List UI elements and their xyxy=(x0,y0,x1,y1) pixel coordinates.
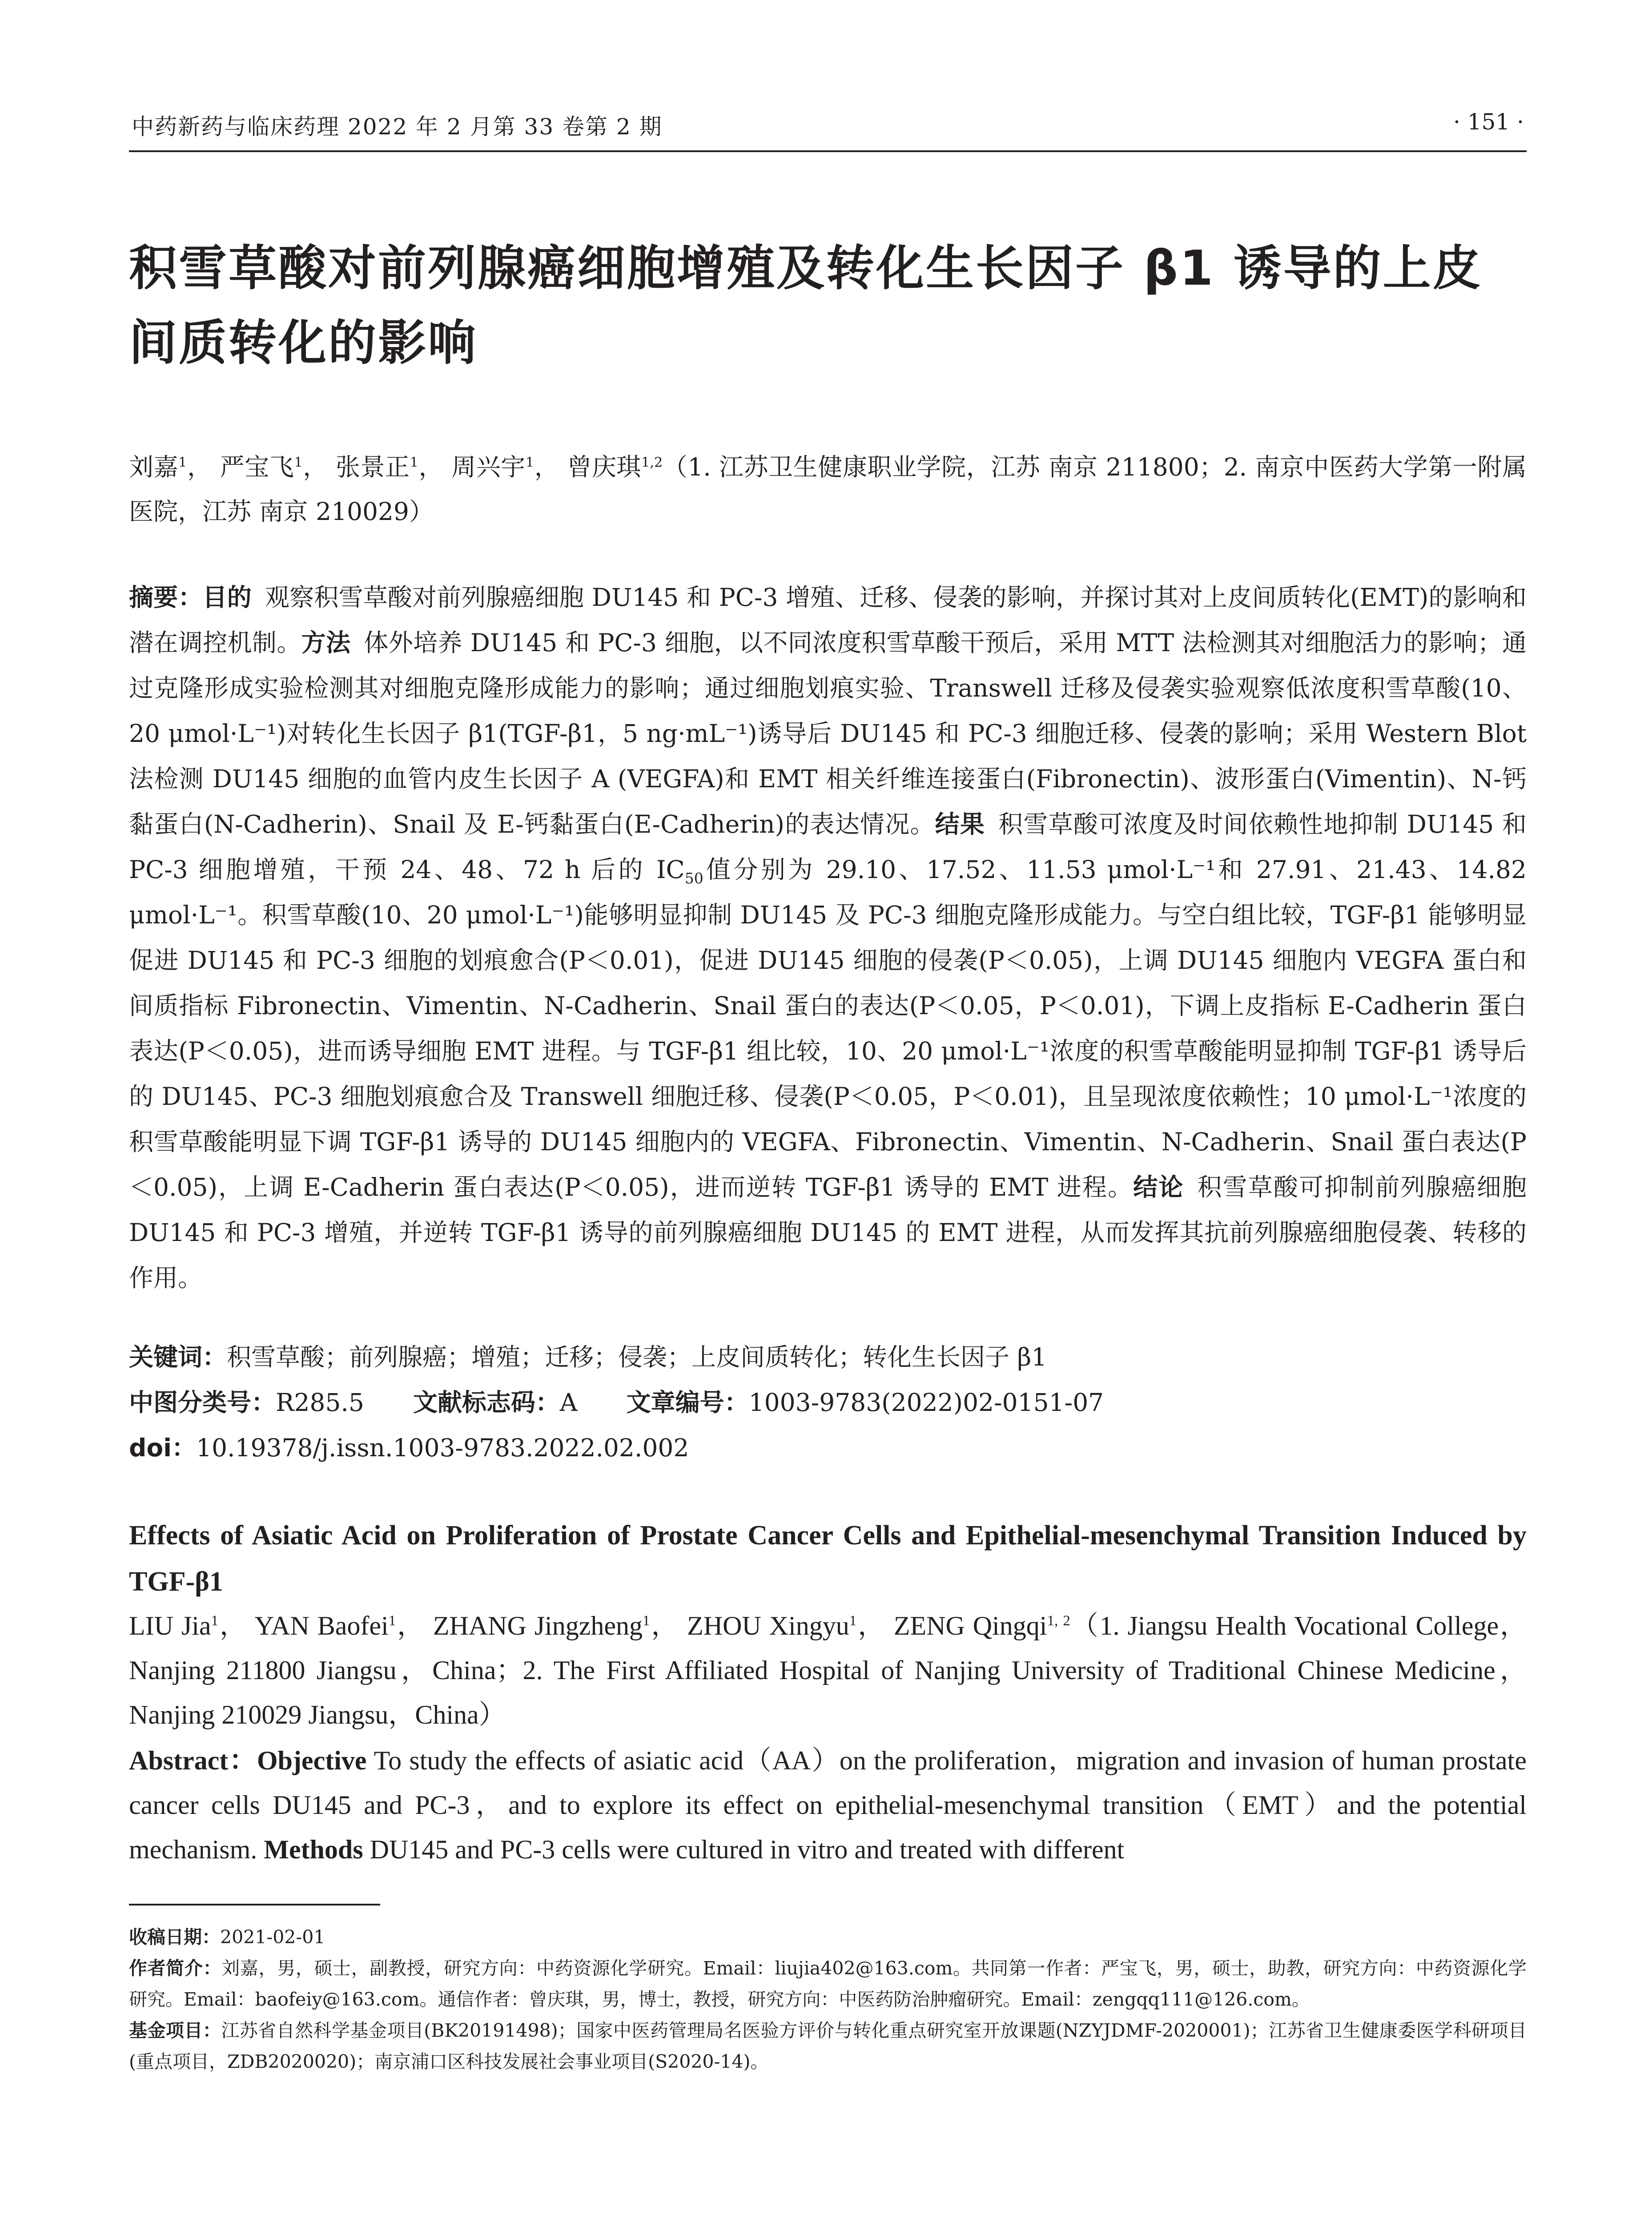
author-affil-mark: 1,2 xyxy=(641,455,663,471)
clc-label: 中图分类号： xyxy=(129,1388,276,1417)
author-affil-mark: 1 xyxy=(211,1613,219,1629)
methods-text-en: DU145 and PC-3 cells were cultured in vitro and treated with different xyxy=(370,1835,1125,1864)
objective-text-en: To study the effects of asiatic acid（AA）on the proliferation，migration and invasion of human prostate cancer cells DU145 and PC-3，and to explore its effect on epithelial-mesenchymal transition（EMT）and the potential mechanism. xyxy=(129,1746,1527,1864)
received-label: 收稿日期： xyxy=(129,1926,220,1948)
results-text-cont: 值分别为 29.10、17.52、11.53 μmol·L⁻¹和 27.91、21.43、14.82 μmol·L⁻¹。积雪草酸(10、20 μmol·L⁻¹)能够明显抑制 DU145 及 PC-3 细胞克隆形成能力。与空白组比较，TGF-β1 能够明显促进 DU145 和 PC-3 细胞的划痕愈合(P＜0.01)，促进 DU145 细胞的侵袭(P＜0.05)，上调 DU145 细胞内 VEGFA 蛋白和间质指标 Fibronectin、Vimentin、N-Cadherin、Snail 蛋白的表达(P＜0.05，P＜0.01)，下调上皮指标 E-Cadherin 蛋白表达(P＜0.05)，进而诱导细胞 EMT 进程。与 TGF-β1 组比较，10、20 μmol·L⁻¹浓度的积雪草酸能明显抑制 TGF-β1 诱导后的 DU145、PC-3 细胞划痕愈合及 Transwell 细胞迁移、侵袭(P＜0.05，P＜0.01)，且呈现浓度依赖性；10 μmol·L⁻¹浓度的积雪草酸能明显下调 TGF-β1 诱导的 DU145 细胞内的 VEGFA、Fibronectin、Vimentin、N-Cadherin、Snail 蛋白表达(P＜0.05)，上调 E-Cadherin 蛋白表达(P＜0.05)，进而逆转 TGF-β1 诱导的 EMT 进程。 xyxy=(129,855,1527,1201)
article-number-value: 1003-9783(2022)02-0151-07 xyxy=(748,1388,1104,1417)
clc-value: R285.5 xyxy=(276,1388,364,1417)
article-number-label: 文章编号： xyxy=(626,1388,749,1417)
ic50-subscript: 50 xyxy=(684,870,703,887)
funding-label: 基金项目： xyxy=(129,2020,221,2041)
conclusion-label: 结论 xyxy=(1133,1173,1184,1201)
author-affil-mark: 1 xyxy=(642,1613,650,1629)
author-name: ZENG Qingqi xyxy=(893,1611,1047,1640)
abstract-label: 摘要： xyxy=(129,583,203,612)
results-text: 积雪草酸可浓度及时间依赖性地抑制 DU145 和 PC-3 细胞增殖，干预 24、48、72 h 后的 IC xyxy=(129,810,1527,884)
footnotes xyxy=(129,1922,1527,2077)
objective-label-en: Objective xyxy=(257,1746,367,1775)
abstract-en xyxy=(129,1738,1527,1872)
journal-header: 中药新药与临床药理 2022 年 2 月第 33 卷第 2 期 xyxy=(132,114,663,140)
author-name: 刘嘉 xyxy=(129,453,179,481)
footnote-divider xyxy=(129,1904,380,1906)
article-title-en: Effects of Asiatic Acid on Proliferation of Prostate Cancer Cells and Epithelial-mesenchymal Transition Induced by TGF-β1 xyxy=(129,1520,1527,1597)
author-name: 严宝飞 xyxy=(220,453,294,481)
article-metadata xyxy=(129,1334,1527,1471)
methods-text: 体外培养 DU145 和 PC-3 细胞，以不同浓度积雪草酸干预后，采用 MTT 法检测其对细胞活力的影响；通过克隆形成实验检测其对细胞克隆形成能力的影响；通过细胞划痕实验、Transwell 迁移及侵袭实验观察低浓度积雪草酸(10、20 μmol·L⁻¹)对转化生长因子 β1(TGF-β1，5 ng·mL⁻¹)诱导后 DU145 和 PC-3 细胞迁移、侵袭的影响；采用 Western Blot 法检测 DU145 细胞的血管内皮生长因子 A (VEGFA)和 EMT 相关纤维连接蛋白(Fibronectin)、波形蛋白(Vimentin)、N-钙黏蛋白(N-Cadherin)、Snail 及 E-钙黏蛋白(E-Cadherin)的表达情况。 xyxy=(129,629,1527,838)
author-name: ZHOU Xingyu xyxy=(687,1611,849,1640)
objective-text: 观察积雪草酸对前列腺癌细胞 DU145 和 PC-3 增殖、迁移、侵袭的影响，并探讨其对上皮间质转化(EMT)的影响和潜在调控机制。 xyxy=(129,583,1527,657)
author-bio-text: 刘嘉，男，硕士，副教授，研究方向：中药资源化学研究。Email：liujia402@163.com。共同第一作者：严宝飞，男，硕士，助教，研究方向：中药资源化学研究。Email：baofeiy@163.com。通信作者：曾庆琪，男，博士，教授，研究方向：中医药防治肿瘤研究。Email：zengqq111@126.com。 xyxy=(129,1958,1527,2010)
author-affil-mark: 1 xyxy=(849,1613,857,1629)
author-bio xyxy=(129,1953,1527,2015)
classification-line xyxy=(129,1380,1527,1425)
received-value: 2021-02-01 xyxy=(220,1926,326,1948)
doc-code-label: 文献标志码： xyxy=(413,1388,560,1417)
header-divider xyxy=(129,150,1527,152)
doi-value: 10.19378/j.issn.1003-9783.2022.02.002 xyxy=(196,1434,689,1462)
author-bio-label: 作者简介： xyxy=(129,1958,222,1979)
author-name: ZHANG Jingzheng xyxy=(433,1611,643,1640)
objective-label: 目的 xyxy=(202,583,252,612)
methods-label-en: Methods xyxy=(264,1835,363,1864)
author-name: YAN Baofei xyxy=(254,1611,389,1640)
authors-en: LIU Jia$^1$， YAN Baofei$^1$， ZHANG Jingzheng$^1$， ZHOU Xingyu$^1$， ZENG Qingqi$^{1, 2}$（1. Jiangsu Health Vocational College，Nanjing 211800 Jiangsu，China；2. The First Affiliated Hospital of Nanjing University of Traditional Chinese Medicine，Nanjing 210029 Jiangsu，China） xyxy=(129,1611,1527,1729)
conclusion-text: 积雪草酸可抑制前列腺癌细胞 DU145 和 PC-3 增殖，并逆转 TGF-β1 诱导的前列腺癌细胞 DU145 的 EMT 进程，从而发挥其抗前列腺癌细胞侵袭、转移的作用。 xyxy=(129,1173,1527,1292)
authors-cn: 刘嘉$^1$， 严宝飞$^1$， 张景正$^1$， 周兴宇$^1$， 曾庆琪$^{1,2}$（1. 江苏卫生健康职业学院，江苏 南京 211800；2. 南京中医药大学第一附属医院，江苏 南京 210029） xyxy=(129,453,1527,526)
article-title-cn: 积雪草酸对前列腺癌细胞增殖及转化生长因子 β1 诱导的上皮间质转化的影响 xyxy=(129,241,1483,371)
doi-label: doi： xyxy=(129,1434,197,1462)
doc-code-value: A xyxy=(559,1388,578,1417)
keywords-line xyxy=(129,1334,1527,1380)
author-name: LIU Jia xyxy=(129,1611,211,1640)
funding xyxy=(129,2015,1527,2077)
keywords-text: 积雪草酸；前列腺癌；增殖；迁移；侵袭；上皮间质转化；转化生长因子 β1 xyxy=(227,1343,1047,1371)
author-affil-mark: 1 xyxy=(388,1613,396,1629)
affiliations-en: （1. Jiangsu Health Vocational College，Nanjing 211800 Jiangsu，China；2. The First Affiliated Hospital of Nanjing University of Traditional Chinese Medicine，Nanjing 210029 Jiangsu，China） xyxy=(129,1611,1527,1729)
author-affil-mark: 1 xyxy=(294,455,303,471)
affiliations-cn: （1. 江苏卫生健康职业学院，江苏 南京 211800；2. 南京中医药大学第一附属医院，江苏 南京 210029） xyxy=(129,453,1527,526)
author-name: 张景正 xyxy=(335,453,410,481)
page-number: · 151 · xyxy=(1453,109,1524,135)
abstract-label-en: Abstract： xyxy=(129,1746,257,1775)
author-affil-mark: 1 xyxy=(525,455,535,471)
received-date xyxy=(129,1922,1527,1953)
author-affil-mark: 1 xyxy=(178,455,187,471)
methods-label: 方法 xyxy=(301,629,351,657)
funding-text: 江苏省自然科学基金项目(BK20191498)；国家中医药管理局名医验方评价与转化重点研究室开放课题(NZYJDMF-2020001)；江苏省卫生健康委医学科研项目(重点项目，ZDB2020020)；南京浦口区科技发展社会事业项目(S2020-14)。 xyxy=(129,2020,1527,2072)
author-affil-mark: 1 xyxy=(410,455,418,471)
keywords-label: 关键词： xyxy=(129,1343,227,1371)
abstract-cn xyxy=(129,575,1527,1301)
author-name: 曾庆琪 xyxy=(567,453,642,481)
author-name: 周兴宇 xyxy=(451,453,526,481)
results-label: 结果 xyxy=(935,810,985,838)
author-affil-mark: 1, 2 xyxy=(1047,1613,1070,1629)
doi-line xyxy=(129,1425,1527,1471)
